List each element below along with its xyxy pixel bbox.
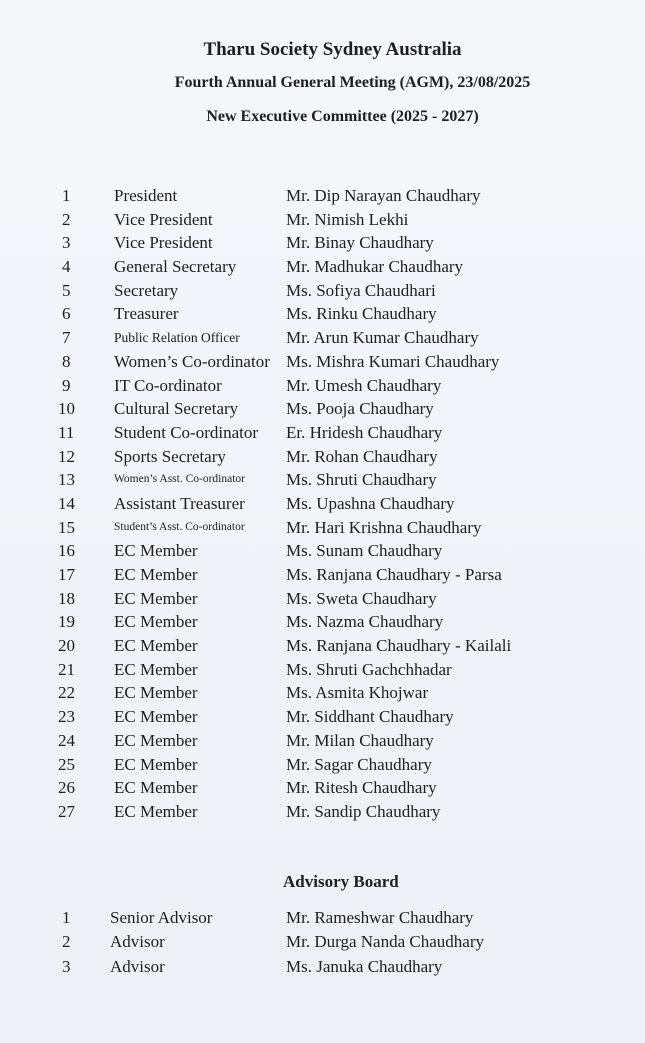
member-name: Mr. Arun Kumar Chaudhary [286,328,479,348]
member-name: Mr. Binay Chaudhary [286,233,434,253]
member-role: EC Member [114,541,198,561]
member-role: IT Co-ordinator [114,375,222,395]
committee-member-row [58,658,618,682]
member-name: Ms. Mishra Kumari Chaudhary [286,351,500,371]
member-number: 7 [62,328,71,348]
committee-member-row [58,800,618,824]
executive-committee-list [58,184,618,824]
member-number: 5 [62,280,71,300]
committee-member-row [58,492,618,516]
member-number: 6 [62,304,71,324]
committee-title: New Executive Committee (2025 - 2027) [206,108,479,125]
member-role: Public Relation Officer [114,330,240,346]
advisory-member-row [58,930,618,954]
member-name: Ms. Rinku Chaudhary [286,304,437,324]
member-role: Women’s Co-ordinator [114,351,270,371]
member-role: EC Member [114,683,198,703]
member-number: 8 [62,351,71,371]
member-role: Secretary [114,280,179,300]
committee-member-row [58,421,618,445]
committee-member-row [58,326,618,350]
member-role: EC Member [114,778,198,798]
member-role: Advisor [110,932,165,952]
member-name: Mr. Madhukar Chaudhary [286,257,464,277]
member-number: 18 [58,588,75,608]
committee-member-row [58,610,618,634]
member-name: Ms. Ranjana Chaudhary - Parsa [286,565,502,584]
member-name: Mr. Milan Chaudhary [286,730,434,750]
committee-member-row [58,374,618,398]
committee-member-row [58,302,618,326]
member-number: 1 [62,186,71,205]
member-number: 15 [58,517,75,537]
meeting-title: Fourth Annual General Meeting (AGM), 23/08/2025 [174,74,531,91]
member-role: Vice President [114,233,213,253]
member-role: General Secretary [114,257,237,277]
member-name: Ms. Januka Chaudhary [286,956,443,976]
member-name: Mr. Dip Narayan Chaudhary [286,186,481,205]
society-title: Tharu Society Sydney Australia [203,39,462,60]
member-name: Mr. Nimish Lekhi [286,209,409,229]
member-role: Senior Advisor [110,908,213,927]
advisory-board-list [58,906,618,979]
advisory-board-title: Advisory Board [283,872,399,891]
member-role: EC Member [114,801,198,821]
member-name: Mr. Hari Krishna Chaudhary [286,517,482,537]
committee-member-row [58,516,618,540]
member-name: Ms. Sweta Chaudhary [286,588,437,608]
member-number: 24 [58,730,75,750]
member-role: EC Member [114,730,198,750]
member-role: President [114,186,178,205]
member-number: 4 [62,257,71,277]
member-name: Mr. Siddhant Chaudhary [286,707,454,727]
committee-member-row [58,279,618,303]
advisory-member-row [58,906,618,930]
member-number: 20 [58,636,75,656]
member-number: 25 [58,754,75,774]
member-name: Mr. Rameshwar Chaudhary [286,908,474,927]
committee-member-row [58,563,618,587]
member-name: Mr. Rohan Chaudhary [286,446,438,466]
member-number: 26 [58,778,75,798]
member-number: 16 [58,541,75,561]
member-number: 10 [58,399,75,419]
member-number: 12 [58,446,75,466]
member-role: EC Member [114,707,198,727]
committee-member-row [58,445,618,469]
committee-member-row [58,208,618,232]
member-name: Ms. Nazma Chaudhary [286,612,444,632]
document-header [0,38,645,127]
committee-member-row [58,634,618,658]
committee-member-row [58,468,618,492]
member-role: EC Member [114,565,198,584]
committee-member-row [58,539,618,563]
advisory-member-row [58,955,618,979]
committee-member-row [58,681,618,705]
member-number: 2 [62,209,71,229]
member-number: 17 [58,565,75,584]
member-name: Ms. Shruti Gachchhadar [286,659,452,679]
member-number: 22 [58,683,75,703]
member-name: Ms. Sofiya Chaudhari [286,280,436,300]
committee-member-row [58,776,618,800]
member-number: 27 [58,801,75,821]
member-role: EC Member [114,612,198,632]
committee-member-row [58,397,618,421]
committee-member-row [58,729,618,753]
member-role: EC Member [114,636,198,656]
member-number: 19 [58,612,75,632]
member-role: Treasurer [114,304,179,324]
member-name: Mr. Durga Nanda Chaudhary [286,932,484,952]
member-number: 2 [62,932,71,952]
member-name: Ms. Shruti Chaudhary [286,470,437,490]
member-name: Ms. Upashna Chaudhary [286,493,455,513]
member-name: Mr. Sagar Chaudhary [286,754,432,774]
member-name: Ms. Asmita Khojwar [286,683,429,703]
member-name: Mr. Ritesh Chaudhary [286,778,437,798]
committee-member-row [58,350,618,374]
member-number: 13 [58,470,75,490]
member-role: Student Co-ordinator [114,422,259,442]
member-role: EC Member [114,754,198,774]
member-number: 14 [58,493,75,513]
member-role: Women’s Asst. Co-ordinator [114,473,245,486]
committee-member-row [58,705,618,729]
member-name: Ms. Pooja Chaudhary [286,399,434,419]
member-name: Ms. Ranjana Chaudhary - Kailali [286,636,512,656]
member-role: EC Member [114,659,198,679]
member-number: 9 [62,375,71,395]
member-number: 21 [58,659,75,679]
member-number: 23 [58,707,75,727]
member-name: Ms. Sunam Chaudhary [286,541,443,561]
member-number: 3 [62,233,71,253]
member-number: 1 [62,908,71,927]
member-role: Cultural Secretary [114,399,239,419]
member-name: Er. Hridesh Chaudhary [286,422,443,442]
committee-member-row [58,587,618,611]
committee-member-row [58,753,618,777]
member-role: EC Member [114,588,198,608]
member-number: 3 [62,956,71,976]
member-number: 11 [58,422,75,442]
member-role: Advisor [110,956,165,976]
member-role: Student’s Asst. Co-ordinator [114,520,245,533]
member-role: Vice President [114,209,213,229]
member-name: Mr. Sandip Chaudhary [286,801,441,821]
member-name: Mr. Umesh Chaudhary [286,375,442,395]
member-role: Assistant Treasurer [114,493,245,513]
committee-member-row [58,255,618,279]
member-role: Sports Secretary [114,446,226,466]
committee-member-row [58,231,618,255]
committee-member-row [58,184,618,208]
